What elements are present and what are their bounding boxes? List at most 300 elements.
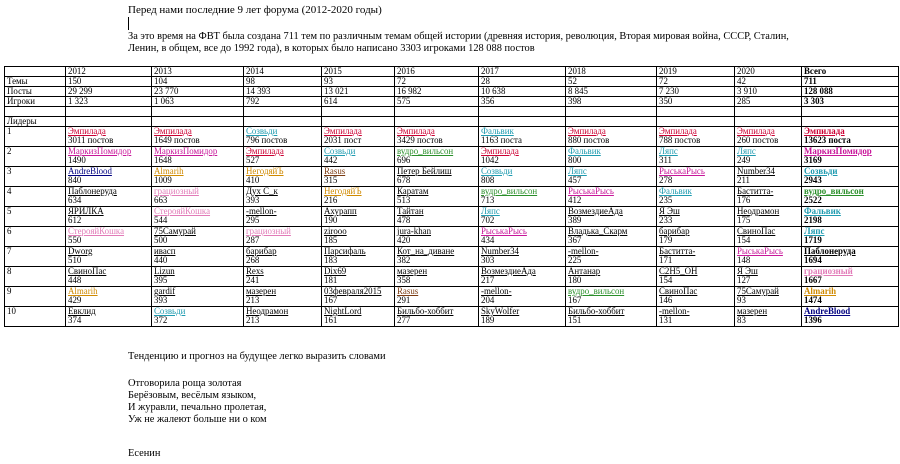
leader-name[interactable]: Almarih (154, 166, 184, 176)
table-cell (395, 287, 479, 307)
leader-post-count: 500 (154, 234, 168, 245)
table-cell (395, 247, 479, 267)
leader-post-count: 544 (154, 214, 168, 225)
leader-post-count: 217 (481, 274, 495, 285)
table-cell (66, 127, 152, 147)
table-cell: 2012 (66, 67, 152, 77)
table-cell (802, 247, 899, 267)
leader-name[interactable]: Ляпс (737, 146, 756, 156)
table-row (5, 187, 899, 207)
table-cell (66, 167, 152, 187)
leader-name[interactable]: Парсифаль (324, 246, 366, 256)
table-row (5, 307, 899, 327)
leader-post-count: 448 (68, 274, 82, 285)
leader-post-count: 311 (659, 154, 672, 165)
table-cell (322, 127, 395, 147)
leader-post-count: 800 (568, 154, 582, 165)
leader-name[interactable]: Фальвик (804, 206, 841, 216)
leader-name[interactable]: ВозмездиеАда (481, 266, 536, 276)
table-row (5, 127, 899, 147)
table-cell (395, 227, 479, 247)
leader-name[interactable]: МаркизПомидор (804, 146, 872, 156)
table-cell (244, 247, 322, 267)
table-cell (566, 167, 657, 187)
table-cell: 2016 (395, 67, 479, 77)
leader-name[interactable]: jura-khan (397, 226, 432, 236)
leader-name[interactable]: Эмпилада (324, 126, 362, 136)
table-cell (735, 207, 802, 227)
table-cell: 398 (566, 97, 657, 107)
leader-name[interactable]: Петер Бейлиш (397, 166, 452, 176)
table-cell (322, 147, 395, 167)
leader-name[interactable]: Dix69 (324, 266, 347, 276)
leader-name[interactable]: Эмпилада (68, 126, 106, 136)
poem-author: Есенин (128, 448, 161, 459)
table-cell: 2 (5, 147, 66, 167)
leader-name[interactable]: Антанар (568, 266, 601, 276)
leader-post-count: 154 (659, 274, 673, 285)
forecast-text: Тенденцию и прогноз на будущее легко выразить словами (128, 351, 386, 362)
leader-name[interactable]: вудро_вильсон (481, 186, 538, 196)
table-cell (66, 207, 152, 227)
table-cell: 128 088 (802, 87, 899, 97)
leader-name[interactable]: Бильбо-хоббит (568, 306, 625, 316)
leader-post-count: 358 (397, 274, 411, 285)
leader-name[interactable]: мазерен (737, 306, 768, 316)
leader-name[interactable]: грациозный (246, 226, 291, 236)
leader-post-count: 510 (68, 254, 82, 265)
leader-name[interactable]: грациозный (154, 186, 199, 196)
leader-post-count: 2943 (804, 174, 822, 185)
leader-name[interactable]: Созвьди (804, 166, 838, 176)
table-cell: 3 (5, 167, 66, 187)
leader-post-count: 434 (481, 234, 495, 245)
leader-name[interactable]: AndreBlood (68, 166, 112, 176)
table-cell (566, 227, 657, 247)
table-cell: 2020 (735, 67, 802, 77)
table-row (5, 107, 899, 117)
poem (128, 378, 267, 426)
table-cell (322, 207, 395, 227)
leader-name[interactable]: ивасп (154, 246, 176, 256)
table-row (5, 77, 899, 87)
leader-post-count: 303 (481, 254, 495, 265)
table-cell (657, 227, 735, 247)
leader-name[interactable]: мазерен (397, 266, 428, 276)
leader-name[interactable]: Фальвик (568, 146, 601, 156)
table-cell: 9 (5, 287, 66, 307)
leader-post-count: 1474 (804, 294, 822, 305)
table-row (5, 247, 899, 267)
table-cell: Посты (5, 87, 66, 97)
table-cell (66, 117, 152, 127)
leader-post-count: 2031 пост (324, 134, 362, 145)
leader-name[interactable]: Rasus (324, 166, 346, 176)
intro-paragraph: За это время на ФВТ была создана 711 тем по различным темам общей истории (древняя история, революция, Вторая мировая война, СССР, Сталин, Ленин, в общем, все до 1992 года), в которых было написано 3303 игроками 128 088 постов (128, 31, 789, 54)
table-cell: 104 (152, 77, 244, 87)
table-cell (802, 107, 899, 117)
table-cell (735, 167, 802, 187)
leader-name[interactable]: Ляпс (804, 226, 825, 236)
leader-post-count: 161 (324, 314, 338, 325)
leader-name[interactable]: НегодяйЪ (246, 166, 284, 176)
table-cell (479, 107, 566, 117)
table-cell: 14 393 (244, 87, 322, 97)
leader-post-count: 702 (481, 214, 495, 225)
leader-name[interactable]: Ляпс (568, 166, 587, 176)
table-cell (395, 117, 479, 127)
table-cell (395, 187, 479, 207)
leader-name[interactable]: Фальвик (659, 186, 692, 196)
table-cell (479, 127, 566, 147)
leader-post-count: 211 (737, 174, 750, 185)
table-cell (657, 287, 735, 307)
table-cell: 3 910 (735, 87, 802, 97)
table-cell: 2013 (152, 67, 244, 77)
table-cell (395, 167, 479, 187)
leader-post-count: 1667 (804, 274, 822, 285)
table-cell (244, 267, 322, 287)
leader-name[interactable]: Баститта- (737, 186, 774, 196)
leader-post-count: 179 (659, 234, 673, 245)
leader-name[interactable]: РыськаРысь (737, 246, 783, 256)
leader-name[interactable]: НегодяйЪ (324, 186, 362, 196)
table-cell (395, 307, 479, 327)
table-cell (244, 147, 322, 167)
leader-post-count: 808 (481, 174, 495, 185)
leader-post-count: 13623 поста (804, 134, 851, 145)
table-cell (479, 247, 566, 267)
table-cell (657, 267, 735, 287)
leader-name[interactable]: SkyWolfer (481, 306, 520, 316)
leader-name[interactable]: Паблонеруда (68, 186, 117, 196)
leader-name[interactable]: Неодрамон (246, 306, 289, 316)
table-cell (566, 267, 657, 287)
leader-post-count: 260 постов (737, 134, 779, 145)
table-cell (152, 147, 244, 167)
leader-name[interactable]: Эмпилада (659, 126, 697, 136)
table-cell: 10 638 (479, 87, 566, 97)
table-cell (479, 117, 566, 127)
table-cell (66, 307, 152, 327)
leader-name[interactable]: Lizun (154, 266, 175, 276)
table-cell (322, 247, 395, 267)
leader-name[interactable]: Rexs (246, 266, 264, 276)
leader-post-count: 372 (154, 314, 168, 325)
leader-post-count: 183 (324, 254, 338, 265)
leader-name[interactable]: Кот_на_диване (397, 246, 455, 256)
table-cell (735, 187, 802, 207)
leader-name[interactable]: ЯРИЛКА (68, 206, 104, 216)
leader-name[interactable]: Тайтан (397, 206, 424, 216)
leader-name[interactable]: вудро_вильсон (397, 146, 454, 156)
table-row (5, 267, 899, 287)
leader-post-count: 268 (246, 254, 260, 265)
table-cell: 42 (735, 77, 802, 87)
leader-post-count: 457 (568, 174, 582, 185)
leader-name[interactable]: мазерен (246, 286, 277, 296)
leader-name[interactable]: Созвьди (246, 126, 278, 136)
leader-name[interactable]: Эмпилада (804, 126, 845, 136)
leader-post-count: 696 (397, 154, 411, 165)
leader-post-count: 295 (246, 214, 260, 225)
text-cursor (128, 17, 129, 30)
leader-post-count: 180 (568, 274, 582, 285)
table-cell: 285 (735, 97, 802, 107)
table-cell: 93 (322, 77, 395, 87)
leader-name[interactable]: Ляпс (659, 146, 678, 156)
leader-post-count: 167 (324, 294, 338, 305)
leader-post-count: 367 (568, 234, 582, 245)
table-cell (395, 127, 479, 147)
leader-post-count: 1396 (804, 314, 822, 325)
leader-name[interactable]: Number34 (737, 166, 775, 176)
leader-name[interactable]: Созвьди (324, 146, 356, 156)
table-cell (657, 147, 735, 167)
leader-post-count: 175 (737, 214, 751, 225)
leader-name[interactable]: вудро_вильсон (568, 286, 625, 296)
leader-post-count: 880 постов (568, 134, 610, 145)
leader-post-count: 1163 поста (481, 134, 522, 145)
leader-name[interactable]: СтерояйКошка (68, 226, 125, 236)
table-cell: 3 303 (802, 97, 899, 107)
table-cell (566, 147, 657, 167)
leader-name[interactable]: Эмпилада (154, 126, 192, 136)
table-cell: 10 (5, 307, 66, 327)
table-cell (395, 147, 479, 167)
table-cell: 1 323 (66, 97, 152, 107)
leader-post-count: 278 (659, 174, 673, 185)
table-cell (657, 187, 735, 207)
table-cell (244, 117, 322, 127)
table-cell (322, 307, 395, 327)
table-cell: 4 (5, 187, 66, 207)
poem-line: И журавли, печально пролетая, (128, 402, 267, 413)
table-cell (322, 107, 395, 117)
leader-name[interactable]: Эмпилада (397, 126, 435, 136)
leader-name[interactable]: -mellon- (568, 246, 599, 256)
leader-name[interactable]: Эмпилада (481, 146, 519, 156)
table-cell (66, 287, 152, 307)
leader-post-count: 788 постов (659, 134, 701, 145)
table-cell (479, 307, 566, 327)
table-row (5, 67, 899, 77)
leader-name[interactable]: Созвьди (154, 306, 186, 316)
table-cell (566, 117, 657, 127)
table-cell (735, 117, 802, 127)
table-cell (735, 147, 802, 167)
leader-name[interactable]: AndreBlood (804, 306, 851, 316)
leader-name[interactable]: zirooo (324, 226, 347, 236)
leader-name[interactable]: Я Эш (737, 266, 758, 276)
leader-name[interactable]: Каратам (397, 186, 429, 196)
table-cell: 8 (5, 267, 66, 287)
leader-name[interactable]: Баститта- (659, 246, 696, 256)
table-cell: 2015 (322, 67, 395, 77)
table-cell (322, 187, 395, 207)
leader-name[interactable]: Владька_Скарм (568, 226, 628, 236)
table-cell (735, 267, 802, 287)
leader-name[interactable]: РыськаРысь (481, 226, 527, 236)
table-cell (66, 147, 152, 167)
table-cell: 98 (244, 77, 322, 87)
table-row (5, 97, 899, 107)
leader-post-count: 127 (737, 274, 751, 285)
leader-name[interactable]: Almarih (804, 286, 837, 296)
table-cell: Игроки (5, 97, 66, 107)
leader-post-count: 550 (68, 234, 82, 245)
table-cell (322, 267, 395, 287)
leader-name[interactable]: Фальвик (481, 126, 514, 136)
table-cell (152, 167, 244, 187)
table-cell (566, 207, 657, 227)
leader-name[interactable]: барибар (659, 226, 690, 236)
table-cell: 2019 (657, 67, 735, 77)
table-cell (152, 287, 244, 307)
leader-name[interactable]: СтерояйКошка (154, 206, 211, 216)
table-cell (322, 227, 395, 247)
leader-post-count: 612 (68, 214, 82, 225)
table-cell (802, 207, 899, 227)
table-cell (66, 247, 152, 267)
leader-name[interactable]: ВозмездиеАда (568, 206, 623, 216)
leader-name[interactable]: СвиноПас (68, 266, 107, 276)
leader-name[interactable]: -mellon- (659, 306, 690, 316)
leader-name[interactable]: Almarih (68, 286, 98, 296)
leader-name[interactable]: Rasus (397, 286, 419, 296)
table-cell: 1 (5, 127, 66, 147)
leader-post-count: 374 (68, 314, 82, 325)
table-cell: 792 (244, 97, 322, 107)
leader-post-count: 216 (324, 194, 338, 205)
leader-post-count: 225 (568, 254, 582, 265)
leader-post-count: 1490 (68, 154, 86, 165)
leader-name[interactable]: Созвьди (481, 166, 513, 176)
leader-name[interactable]: 75Самурай (154, 226, 196, 236)
leader-name[interactable]: -mellon- (481, 286, 512, 296)
table-cell: 614 (322, 97, 395, 107)
leader-post-count: 3429 постов (397, 134, 443, 145)
leader-name[interactable]: СвиноПас (737, 226, 776, 236)
table-cell (479, 227, 566, 247)
leader-name[interactable]: РыськаРысь (568, 186, 614, 196)
table-row (5, 87, 899, 97)
leader-name[interactable]: Dworg (68, 246, 93, 256)
table-cell: 356 (479, 97, 566, 107)
table-cell (657, 247, 735, 267)
table-cell (244, 127, 322, 147)
leader-name[interactable]: NightLord (324, 306, 362, 316)
leader-post-count: 213 (246, 314, 260, 325)
leader-name[interactable]: Паблонеруда (804, 246, 856, 256)
poem-line: Берёзовым, весёлым языком, (128, 390, 257, 401)
leader-post-count: 713 (481, 194, 495, 205)
leader-post-count: 190 (324, 214, 338, 225)
leader-name[interactable]: 75Самурай (737, 286, 779, 296)
leader-post-count: 171 (659, 254, 673, 265)
leader-name[interactable]: Ляпс (481, 206, 500, 216)
leader-post-count: 440 (154, 254, 168, 265)
table-cell: 5 (5, 207, 66, 227)
leader-post-count: 1648 (154, 154, 172, 165)
table-cell (735, 287, 802, 307)
table-cell (566, 287, 657, 307)
table-cell (735, 247, 802, 267)
leader-post-count: 1719 (804, 234, 822, 245)
leader-post-count: 93 (737, 294, 746, 305)
leader-name[interactable]: Эмпилада (568, 126, 606, 136)
table-cell: 8 845 (566, 87, 657, 97)
table-cell (244, 287, 322, 307)
table-cell: 575 (395, 97, 479, 107)
table-cell (566, 187, 657, 207)
poem-line: Уж не жалеют больше ни о ком (128, 414, 267, 425)
table-cell: Всего (802, 67, 899, 77)
leader-name[interactable]: РыськаРысь (659, 166, 705, 176)
table-cell (395, 267, 479, 287)
table-cell (244, 227, 322, 247)
table-cell (479, 187, 566, 207)
table-cell (802, 167, 899, 187)
table-cell (802, 127, 899, 147)
leader-name[interactable]: Дух С_к (246, 186, 278, 196)
leader-name[interactable]: Эмпилада (246, 146, 284, 156)
leader-post-count: 315 (324, 174, 338, 185)
leader-name[interactable]: МаркизПомидор (68, 146, 132, 156)
table-cell: 52 (566, 77, 657, 87)
table-cell (657, 167, 735, 187)
leader-name[interactable]: -mellon- (246, 206, 277, 216)
leader-name[interactable]: Неодрамон (737, 206, 780, 216)
leader-name[interactable]: грациозный (804, 266, 853, 276)
leader-name[interactable]: вудро_вильсон (804, 186, 864, 196)
table-cell (657, 207, 735, 227)
leader-name[interactable]: C2H5_OH (659, 266, 698, 276)
table-cell (322, 167, 395, 187)
leader-post-count: 1694 (804, 254, 822, 265)
leader-name[interactable]: Эмпилада (737, 126, 775, 136)
table-cell (735, 307, 802, 327)
table-cell: 7 230 (657, 87, 735, 97)
leader-name[interactable]: 03февраля2015 (324, 286, 382, 296)
leader-post-count: 151 (568, 314, 582, 325)
leader-name[interactable]: Я Эш (659, 206, 680, 216)
leader-post-count: 513 (397, 194, 411, 205)
leader-name[interactable]: барибар (246, 246, 277, 256)
table-cell: 28 (479, 77, 566, 87)
leader-name[interactable]: Ахурапп (324, 206, 357, 216)
leader-name[interactable]: МаркизПомидор (154, 146, 218, 156)
leader-post-count: 840 (68, 174, 82, 185)
table-cell (566, 247, 657, 267)
table-cell (152, 187, 244, 207)
table-cell: 72 (395, 77, 479, 87)
table-cell (5, 67, 66, 77)
table-cell (152, 117, 244, 127)
leader-name[interactable]: gardif (154, 286, 176, 296)
leader-name[interactable]: Бильбо-хоббит (397, 306, 454, 316)
leader-name[interactable]: Number34 (481, 246, 519, 256)
table-cell (152, 307, 244, 327)
leader-post-count: 527 (246, 154, 260, 165)
leader-post-count: 393 (154, 294, 168, 305)
table-row (5, 117, 899, 127)
leader-post-count: 146 (659, 294, 673, 305)
leader-post-count: 1042 (481, 154, 499, 165)
table-cell: Лидеры (5, 117, 66, 127)
leader-name[interactable]: Евклид (68, 306, 96, 316)
leader-name[interactable]: СвиноПас (659, 286, 698, 296)
